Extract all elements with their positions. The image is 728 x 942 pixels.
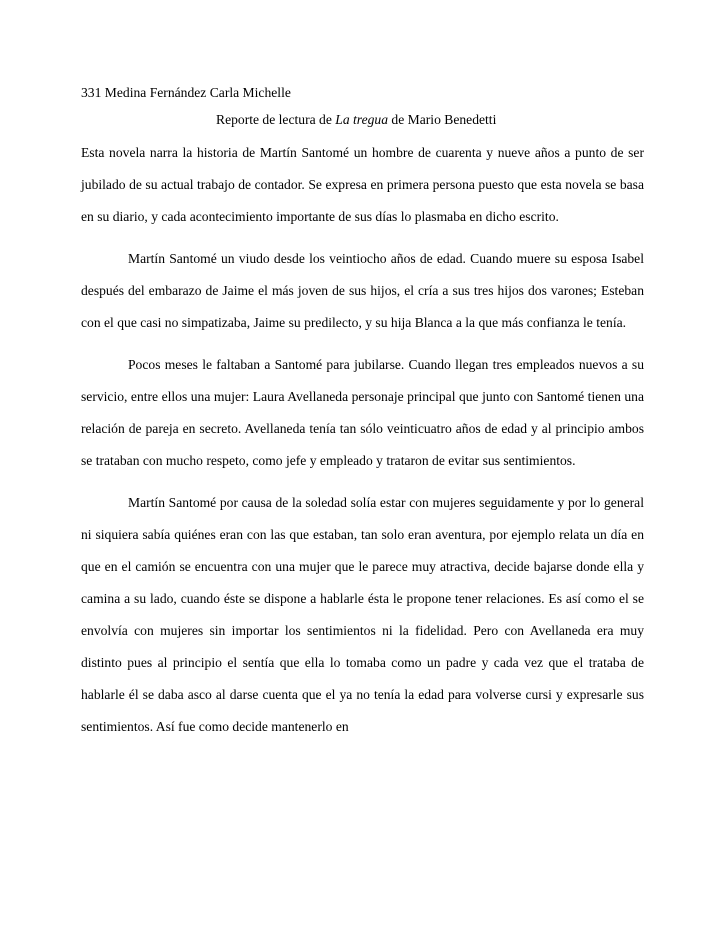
report-title-text — [216, 111, 496, 129]
title-prefix: Reporte de lectura de — [216, 112, 336, 127]
paragraph-4: Martín Santomé por causa de la soledad solía estar con mujeres seguidamente y por lo general ni siquiera sabía quiénes eran con las que estaban, tan solo eran aventura, por ejemplo relata un día en que en el camión se encuentra con una mujer que le parece muy atractiva, decide bajarse donde ella y camina a su lado, cuando éste se dispone a hablarle ésta le propone tener relaciones. Es así como el se envolvía con mujeres sin importar los sentimientos ni la fidelidad. Pero con Avellaneda era muy distinto pues al principio el sentía que ella lo tomaba como un padre y cada vez que el trataba de hablarle él se daba asco al darse cuenta que el ya no tenía la edad para volverse cursi y expresarle sus sentimientos. Así fue como decide mantenerlo en — [81, 495, 644, 734]
title-suffix: de Mario Benedetti — [388, 112, 497, 127]
paragraph-1: Esta novela narra la historia de Martín Santomé un hombre de cuarenta y nueve años a punto de ser jubilado de su actual trabajo de contador. Se expresa en primera persona puesto que esta novela se basa en su diario, y cada acontecimiento importante de sus días lo plasmaba en dicho escrito. — [81, 145, 644, 224]
book-title: La tregua — [335, 112, 389, 127]
paragraph-3: Pocos meses le faltaban a Santomé para jubilarse. Cuando llegan tres empleados nuevos a su servicio, entre ellos una mujer: Laura Avellaneda personaje principal que junto con Santomé tienen una relación de pareja en secreto. Avellaneda tenía tan sólo veinticuatro años de edad y al principio ambos se trataban con mucho respeto, como jefe y empleado y trataron de evitar sus sentimientos. — [81, 357, 644, 468]
author-line: 331 Medina Fernández Carla Michelle — [81, 85, 291, 100]
paragraph-2: Martín Santomé un viudo desde los veintiocho años de edad. Cuando muere su esposa Isabel después del embarazo de Jaime el más joven de sus hijos, el cría a sus tres hijos dos varones; Esteban con el que casi no simpatizaba, Jaime su predilecto, y su hija Blanca a la que más confianza le tenía. — [81, 251, 644, 330]
report-body — [81, 137, 644, 743]
